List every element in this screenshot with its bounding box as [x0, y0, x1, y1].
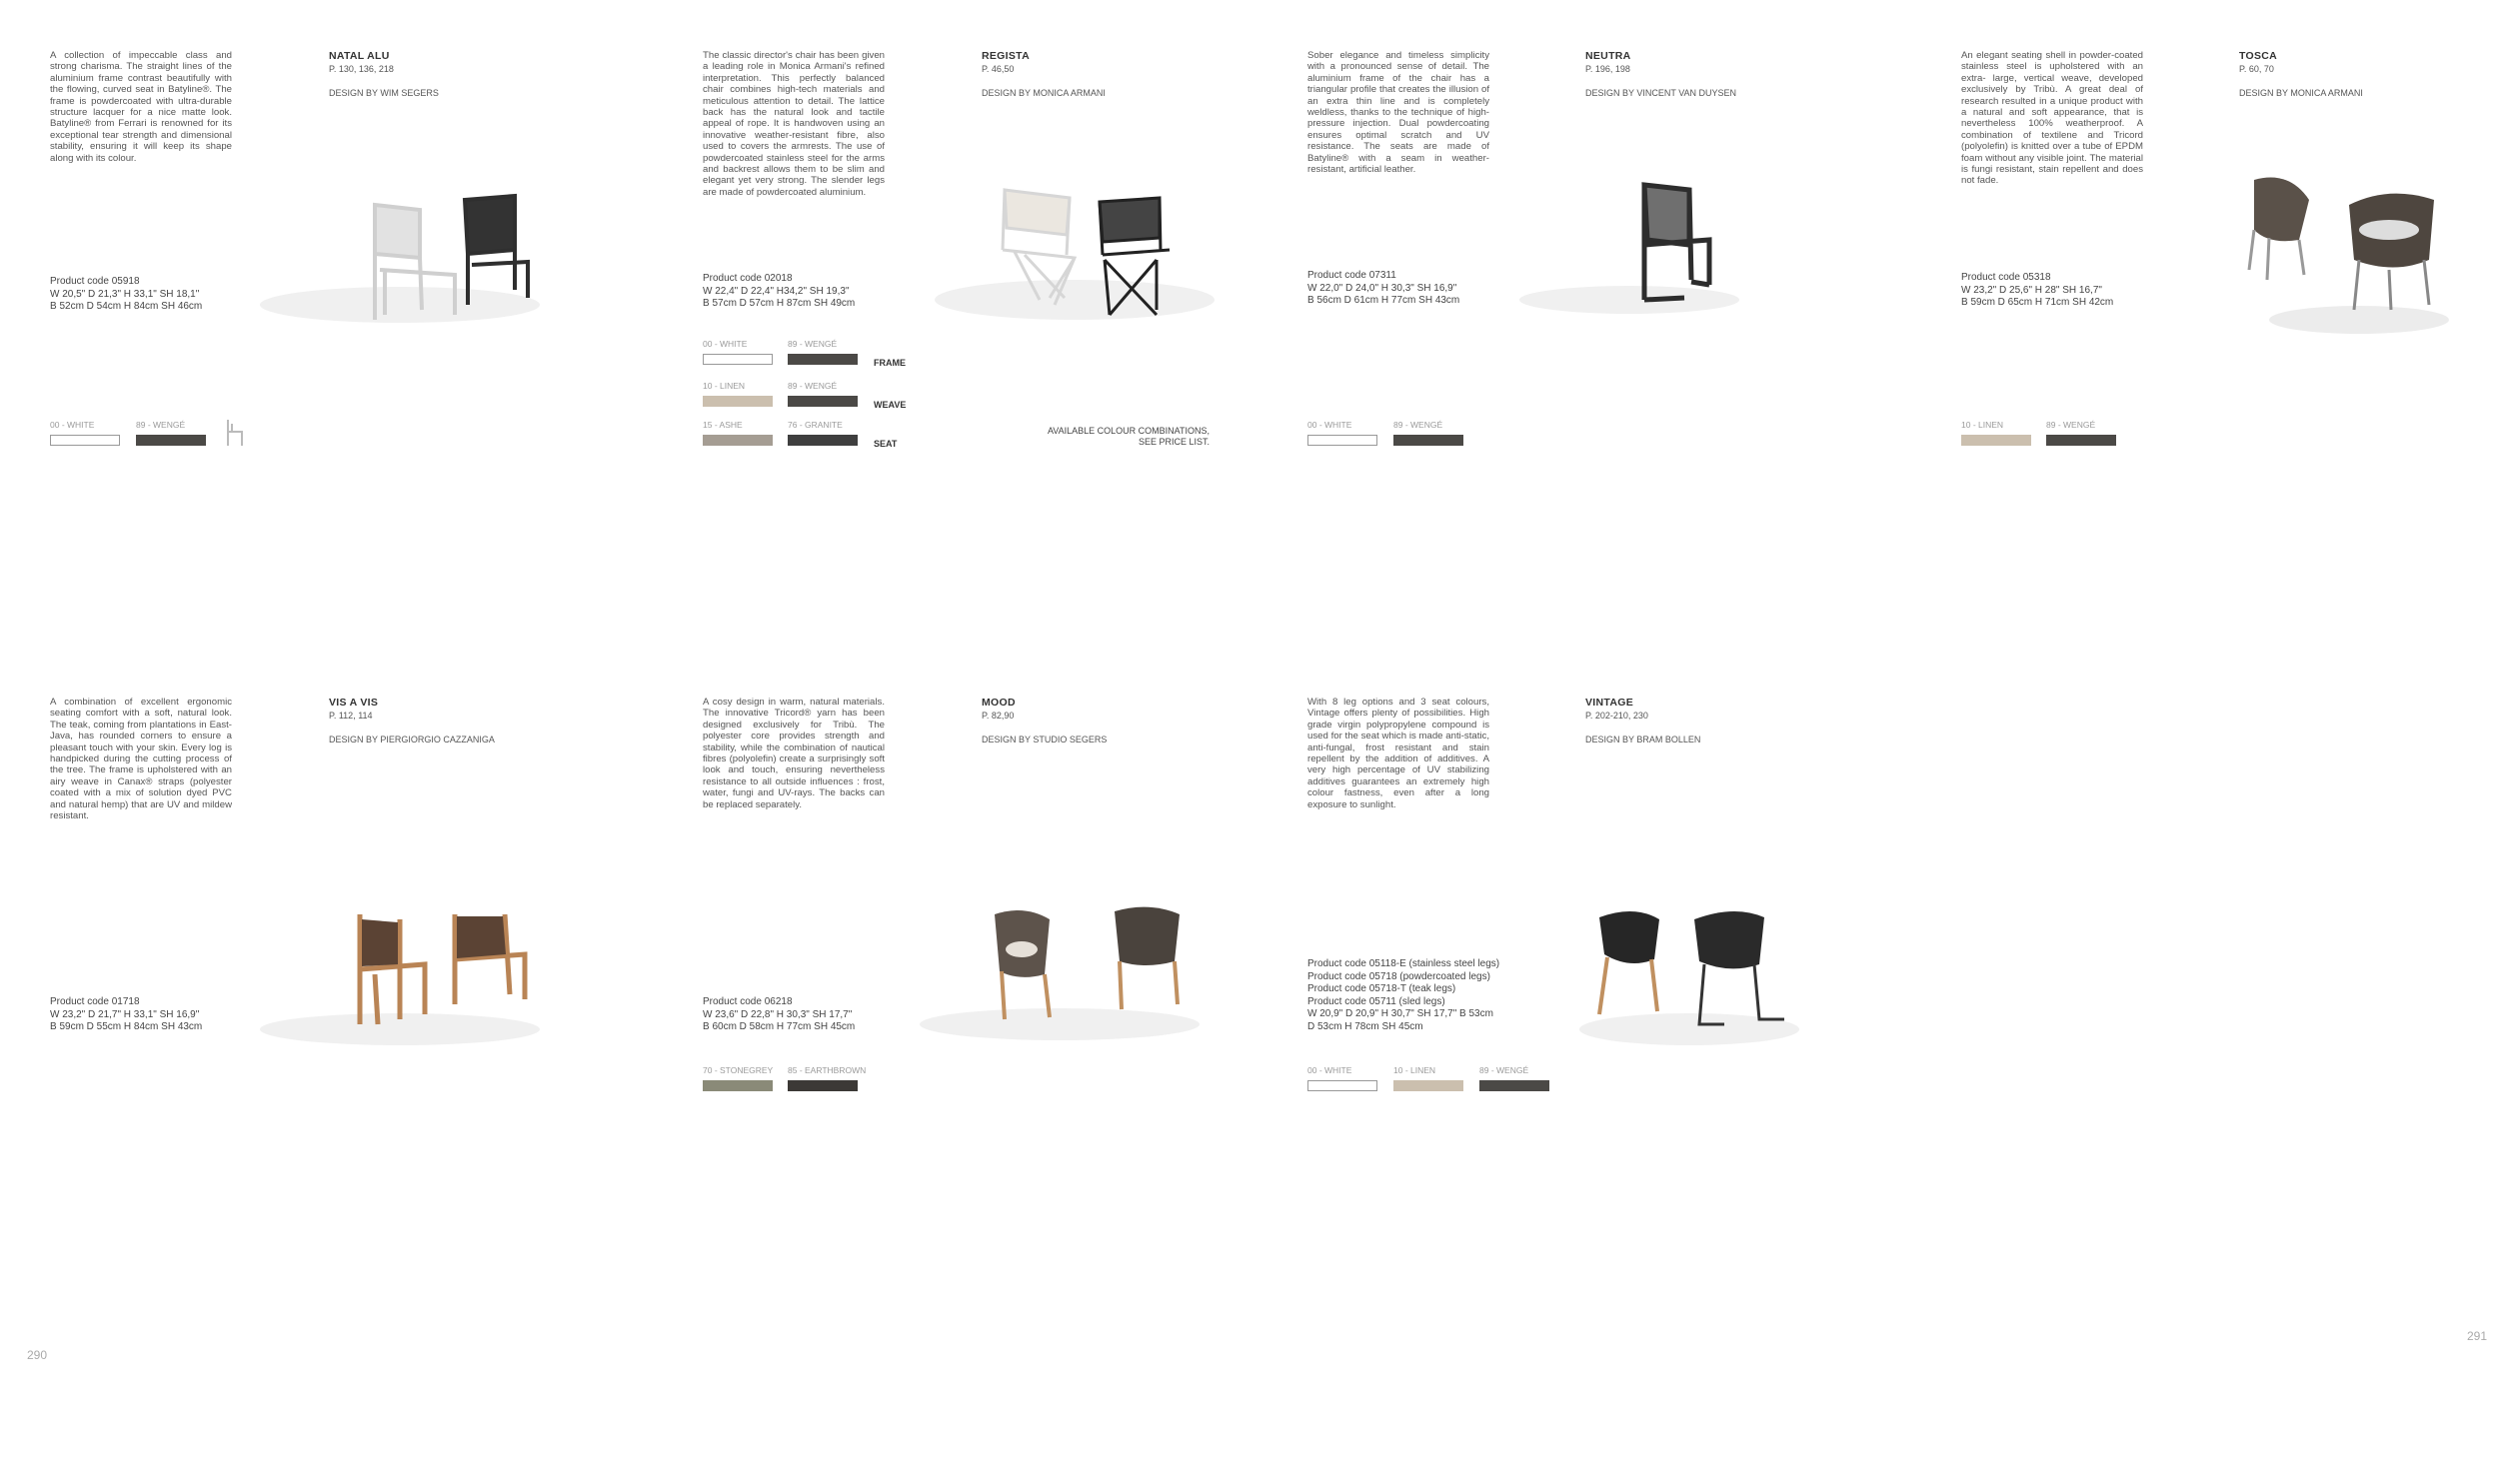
page-reference: P. 130, 136, 218	[329, 64, 394, 74]
color-swatch-wenge	[788, 396, 858, 407]
color-swatch-wenge	[1479, 1080, 1549, 1091]
designer-credit: DESIGN BY PIERGIORGIO CAZZANIGA	[329, 735, 495, 744]
product-codes: Product code 01718 W 23,2" D 21,7" H 33,1" SH 16,9" B 59cm D 55cm H 84cm SH 43cm	[50, 996, 203, 1032]
page-reference: P. 60, 70	[2239, 64, 2274, 74]
product-title: VIS A VIS	[329, 697, 379, 709]
designer-credit: DESIGN BY MONICA ARMANI	[982, 88, 1106, 98]
color-swatch-wenge	[136, 435, 206, 446]
designer-credit: DESIGN BY MONICA ARMANI	[2239, 88, 2363, 98]
color-swatch-ashe	[703, 435, 773, 446]
swatch-label: 10 - LINEN	[1961, 420, 2004, 430]
product-image-mood	[910, 899, 1210, 1049]
product-title: NEUTRA	[1585, 50, 1631, 62]
color-swatch-linen	[703, 396, 773, 407]
swatch-label: 10 - LINEN	[1393, 1065, 1436, 1075]
product-codes: Product code 02018 W 22,4" D 22,4" H34,2" SH 19,3" B 57cm D 57cm H 87cm SH 49cm	[703, 273, 856, 309]
swatch-row-label: FRAME	[874, 358, 906, 368]
product-codes: Product code 05118-E (stainless steel legs) Product code 05718 (powdercoated legs) Product code 05718-T (teak legs) Product code 05711 (sled legs) W 20,9" D 20,9" H 30,7" SH 17,7" B 53cm D 53cm H 78cm SH 45cm	[1307, 958, 1500, 1032]
swatch-label: 89 - WENGÉ	[788, 381, 838, 391]
product-description: A combination of excellent ergonomic seating comfort with a soft, natural look. The teak, coming from plantations in East-Java, has rounded corners to ensure a pleasant touch with your skin. Every log is handpicked during the cutting process of the tree. The frame is upholstered with an airy weave in Canax® straps (polyester coated with a mix of solution dyed PVC and natural hemp) that are UV and mildew resistant.	[50, 697, 232, 822]
color-swatch-wenge	[2046, 435, 2116, 446]
product-description: Sober elegance and timeless simplicity with a pronounced sense of detail. The aluminium frame of the chair has a triangular profile that creates the illusion of an extra thin line and is completely weldless, thanks to the technique of high-pressure injection. Dual powdercoating ensures optimal scratch and UV resistance. The seats are made of Batyline® with a seam in weather- resistant, artificial leather.	[1307, 50, 1489, 176]
swatch-label: 89 - WENGÉ	[1479, 1065, 1529, 1075]
product-image-vis-a-vis	[250, 904, 550, 1054]
swatch-label: 00 - WHITE	[703, 339, 748, 349]
product-description: The classic director's chair has been given a leading role in Monica Armani's refined interpretation. This perfectly balanced chair combines high-tech materials and meticulous attention to detail. The lattice back has the natural look and tactile appeal of rope. It is handwoven using an innovative weather-resistant fibre, also used to covers the armrests. The use of powdercoated stainless steel for the arms and backrest allows them to be slim and elegant yet very strong. The slender legs are made of powdercoated aluminium.	[703, 50, 885, 198]
color-swatch-linen	[1961, 435, 2031, 446]
product-title: MOOD	[982, 697, 1016, 709]
swatch-label: 00 - WHITE	[50, 420, 95, 430]
page-number-left: 290	[27, 1348, 48, 1362]
product-title: REGISTA	[982, 50, 1030, 62]
colour-combinations-note: AVAILABLE COLOUR COMBINATIONS, SEE PRICE LIST.	[1047, 426, 1210, 447]
product-codes: Product code 05318 W 23,2" D 25,6" H 28" SH 16,7" B 59cm D 65cm H 71cm SH 42cm	[1961, 272, 2114, 308]
color-swatch-linen	[1393, 1080, 1463, 1091]
product-title: VINTAGE	[1585, 697, 1633, 709]
swatch-label: 89 - WENGÉ	[136, 420, 186, 430]
swatch-label: 85 - EARTHBROWN	[788, 1065, 867, 1075]
color-swatch-earthbrown	[788, 1080, 858, 1091]
color-swatch-stonegrey	[703, 1080, 773, 1091]
swatch-label: 00 - WHITE	[1307, 1065, 1352, 1075]
swatch-label: 76 - GRANITE	[788, 420, 843, 430]
product-title: TOSCA	[2239, 50, 2278, 62]
color-swatch-granite	[788, 435, 858, 446]
product-image-natal-alu	[250, 190, 550, 335]
color-swatch-white	[1307, 435, 1377, 446]
stacking-icon	[222, 418, 248, 448]
swatch-label: 15 - ASHE	[703, 420, 743, 430]
swatch-row-label: SEAT	[874, 439, 898, 449]
product-image-regista	[925, 180, 1235, 330]
swatch-row-label: WEAVE	[874, 400, 907, 410]
swatch-label: 89 - WENGÉ	[788, 339, 838, 349]
product-description: With 8 leg options and 3 seat colours, Vintage offers plenty of possibilities. High grade virgin polypropylene compound is used for the seat which is made anti-static, anti-fungal, frost resistant and stain repellent by the addition of additives. A very high percentage of UV stabilizing additives guarantees an extremely high colour fastness, even after a long exposure to sunlight.	[1307, 697, 1489, 810]
product-codes: Product code 07311 W 22,0" D 24,0" H 30,3" SH 16,9" B 56cm D 61cm H 77cm SH 43cm	[1307, 270, 1460, 306]
page-reference: P. 196, 198	[1585, 64, 1630, 74]
product-description: An elegant seating shell in powder-coated stainless steel is upholstered with an extra- large, vertical weave, developed exclusively by Tribù. A great deal of research resulted in a unique product with a natural and soft appearance, that is nevertheless 100% weatherproof. A combination of textilene and Tricord (polyolefin) is knitted over a tube of EPDM foam without any visible joint. The material is fungi resistant, stain repellent and does not fade.	[1961, 50, 2143, 187]
color-swatch-wenge	[788, 354, 858, 365]
designer-credit: DESIGN BY VINCENT VAN DUYSEN	[1585, 88, 1737, 98]
product-codes: Product code 06218 W 23,6" D 22,8" H 30,3" SH 17,7" B 60cm D 58cm H 77cm SH 45cm	[703, 996, 856, 1032]
page-reference: P. 46,50	[982, 64, 1015, 74]
color-swatch-white	[1307, 1080, 1377, 1091]
product-image-vintage	[1559, 899, 1819, 1059]
page-reference: P. 112, 114	[329, 711, 373, 721]
product-codes: Product code 05918 W 20,5" D 21,3" H 33,1" SH 18,1" B 52cm D 54cm H 84cm SH 46cm	[50, 276, 203, 312]
product-title: NATAL ALU	[329, 50, 390, 62]
product-image-neutra	[1509, 170, 1769, 320]
designer-credit: DESIGN BY WIM SEGERS	[329, 88, 439, 98]
swatch-label: 70 - STONEGREY	[703, 1065, 774, 1075]
designer-credit: DESIGN BY STUDIO SEGERS	[982, 735, 1108, 744]
swatch-label: 89 - WENGÉ	[2046, 420, 2096, 430]
product-description: A cosy design in warm, natural materials. The innovative Tricord® yarn has been designed exclusively for Tribù. The polyester core provides strength and stability, while the combination of nautical fibres (polyolefin) create a surprisingly soft look and touch, ensuring nevertheless resistance to all outside influences : frost, water, fungi and UV-rays. The backs can be replaced separately.	[703, 697, 885, 810]
page-reference: P. 82,90	[982, 711, 1015, 721]
color-swatch-white	[703, 354, 773, 365]
designer-credit: DESIGN BY BRAM BOLLEN	[1585, 735, 1701, 744]
page-number-right: 291	[2467, 1329, 2488, 1343]
page-reference: P. 202-210, 230	[1585, 711, 1648, 721]
color-swatch-wenge	[1393, 435, 1463, 446]
swatch-label: 10 - LINEN	[703, 381, 746, 391]
product-image-tosca	[2159, 160, 2459, 340]
swatch-label: 89 - WENGÉ	[1393, 420, 1443, 430]
swatch-label: 00 - WHITE	[1307, 420, 1352, 430]
product-description: A collection of impeccable class and strong charisma. The straight lines of the aluminium frame contrast beautifully with the flowing, curved seat in Batyline®. The frame is powdercoated with ultra-durable structure lacquer for a nice matte look. Batyline® from Ferrari is renowned for its exceptional tear strength and dimensional stability, ensuring it will keep its shape along with its colour.	[50, 50, 232, 164]
color-swatch-white	[50, 435, 120, 446]
